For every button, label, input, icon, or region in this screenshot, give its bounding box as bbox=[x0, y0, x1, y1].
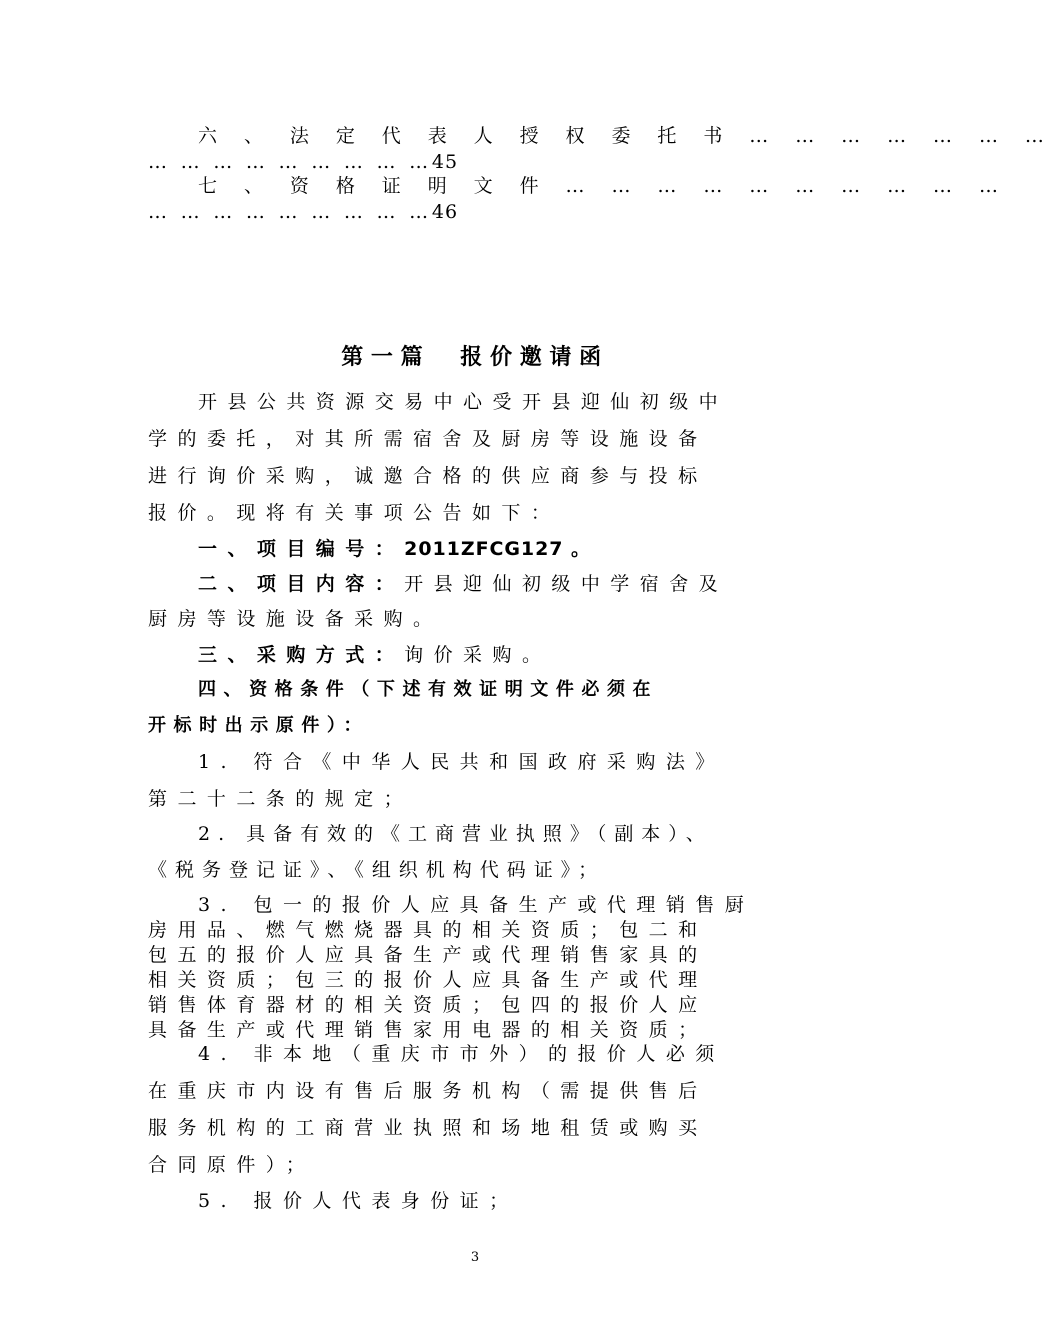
item-2-value: 开县迎仙初级中学宿舍及 bbox=[404, 573, 729, 595]
toc-item-7-dots: … … … … … … … … … bbox=[148, 201, 432, 223]
condition-4-line-4: 合同原件）； bbox=[148, 1154, 316, 1176]
condition-2-line-1: 2. 具备有效的《工商营业执照》（副本）、 bbox=[198, 823, 713, 845]
condition-1-line-2: 第二十二条的规定； bbox=[148, 788, 414, 810]
item-4-line-1: 四、资格条件（下述有效证明文件必须在 bbox=[198, 679, 659, 700]
page-number: 3 bbox=[470, 1250, 480, 1265]
toc-item-6-leader bbox=[148, 150, 788, 174]
condition-3-line-4: 相关资质；包三的报价人应具备生产或代理 bbox=[148, 969, 708, 991]
toc-item-6 bbox=[198, 124, 1054, 148]
toc-item-7 bbox=[198, 174, 1009, 198]
item-3-label: 三、采购方式： bbox=[198, 644, 405, 666]
section-title-part2: 报价邀请函 bbox=[460, 345, 609, 370]
condition-3-line-5: 销售体育器材的相关资质；包四的报价人应 bbox=[148, 994, 708, 1016]
toc-item-7-leader bbox=[148, 200, 788, 224]
intro-line-4: 报价。现将有关事项公告如下： bbox=[148, 502, 561, 524]
toc-item-7-page: 46 bbox=[431, 201, 458, 223]
condition-3-line-1: 3. 包一的报价人应具备生产或代理销售厨 bbox=[198, 894, 755, 916]
condition-4-line-2: 在重庆市内设有售后服务机构（需提供售后 bbox=[148, 1080, 708, 1102]
toc-item-7-label: 七 、 资 格 证 明 文 件 … … … … … … … … … … bbox=[198, 175, 1009, 197]
toc-item-6-dots: … … … … … … … … … bbox=[148, 151, 432, 173]
condition-5-line-1: 5. 报价人代表身份证； bbox=[198, 1190, 519, 1212]
condition-3-line-3: 包五的报价人应具备生产或代理销售家具的 bbox=[148, 944, 708, 966]
condition-2-line-2: 《税务登记证》、《组织机构代码证》； bbox=[148, 859, 606, 881]
item-1-label: 一、项目编号： bbox=[198, 538, 405, 560]
toc-item-6-page: 45 bbox=[431, 151, 458, 173]
condition-3-line-2: 房用品、燃气燃烧器具的相关资质；包二和 bbox=[148, 919, 708, 941]
condition-3-line-6: 具备生产或代理销售家用电器的相关资质； bbox=[148, 1019, 708, 1041]
intro-line-3: 进行询价采购，诚邀合格的供应商参与投标 bbox=[148, 465, 708, 487]
condition-4-line-3: 服务机构的工商营业执照和场地租赁或购买 bbox=[148, 1117, 708, 1139]
item-4-line-2: 开标时出示原件）： bbox=[148, 715, 370, 736]
toc-item-6-label: 六 、 法 定 代 表 人 授 权 委 托 书 … … … … … … … bbox=[198, 125, 1054, 147]
item-project-content bbox=[198, 572, 788, 596]
item-1-value: 2011ZFCG127 。 bbox=[404, 538, 591, 560]
item-3-value: 询价采购。 bbox=[404, 644, 552, 666]
item-2-continuation: 厨房等设施设备采购。 bbox=[148, 608, 443, 630]
section-title bbox=[0, 340, 950, 371]
intro-line-2: 学的委托，对其所需宿舍及厨房等设施设备 bbox=[148, 428, 708, 450]
section-title-part1: 第一篇 bbox=[341, 345, 431, 370]
condition-4-line-1: 4. 非本地（重庆市市外）的报价人必须 bbox=[198, 1043, 725, 1065]
item-2-label: 二、项目内容： bbox=[198, 573, 405, 595]
intro-line-1: 开县公共资源交易中心受开县迎仙初级中 bbox=[198, 391, 729, 413]
item-procurement-method bbox=[198, 643, 788, 667]
item-project-number bbox=[198, 537, 788, 561]
condition-1-line-1: 1. 符合《中华人民共和国政府采购法》 bbox=[198, 751, 725, 773]
